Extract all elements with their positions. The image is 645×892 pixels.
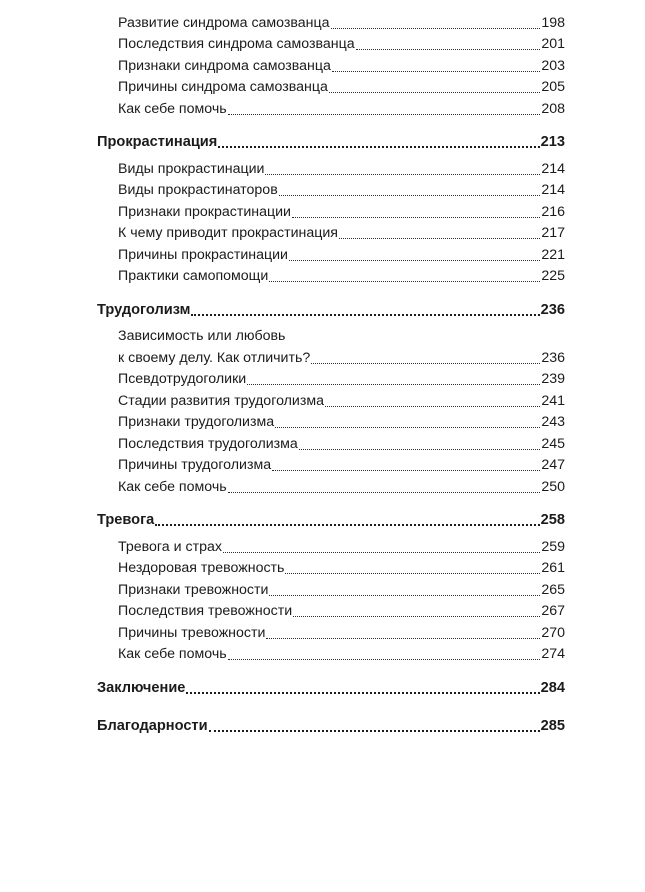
page-number: 250 — [541, 478, 565, 495]
page-number: 221 — [541, 246, 565, 263]
toc-chapter-acknowledgements[interactable] — [97, 714, 565, 736]
chapter-title: Благодарности — [97, 718, 208, 734]
page-number: 205 — [541, 79, 565, 95]
dot-leader — [275, 427, 540, 428]
dot-leader — [279, 195, 541, 196]
dot-leader — [331, 28, 541, 29]
page-number: 216 — [541, 203, 565, 220]
page-number: 259 — [541, 538, 565, 555]
toc-entry[interactable] — [97, 534, 565, 556]
entry-title: к своему делу. Как отличить? — [118, 349, 311, 366]
toc-entry[interactable] — [97, 345, 565, 367]
page-number: 236 — [540, 301, 565, 318]
chapter-title: Трудоголизм — [97, 301, 191, 318]
entry-title: Как себе помочь — [118, 478, 227, 495]
toc-entry[interactable] — [97, 53, 565, 75]
toc-entry[interactable] — [97, 32, 565, 54]
toc-entry[interactable] — [97, 577, 565, 599]
toc-entry[interactable] — [97, 75, 565, 97]
page-number: 267 — [541, 603, 565, 619]
page-number: 214 — [541, 160, 565, 177]
page-number: 243 — [541, 414, 565, 430]
toc-entry[interactable] — [97, 178, 565, 200]
dot-leader — [269, 281, 540, 282]
page-number: 258 — [540, 512, 565, 528]
dot-leader — [228, 114, 541, 115]
toc-entry[interactable] — [97, 221, 565, 243]
dot-leader — [186, 692, 539, 694]
toc-entry[interactable] — [97, 642, 565, 664]
page-number: 208 — [541, 100, 565, 117]
entry-title: К чему приводит прокрастинация — [118, 225, 338, 241]
table-of-contents — [97, 10, 565, 735]
page-number: 247 — [541, 457, 565, 473]
page-number: 203 — [541, 57, 565, 74]
toc-entry[interactable] — [97, 556, 565, 578]
toc-entry[interactable] — [97, 264, 565, 286]
page-number: 284 — [540, 679, 565, 696]
entry-title: Признаки прокрастинации — [118, 203, 291, 220]
chapter-title: Прокрастинация — [97, 134, 218, 150]
entry-title: Тревога и страх — [118, 538, 222, 555]
section-spacer — [97, 663, 565, 675]
entry-title: Развитие синдрома самозванца — [118, 14, 330, 31]
section-spacer — [97, 496, 565, 508]
page-number: 201 — [541, 36, 565, 52]
entry-title: Причины тревожности — [118, 624, 266, 641]
entry-title: Причины прокрастинации — [118, 246, 288, 263]
toc-entry[interactable] — [97, 367, 565, 389]
entry-title: Признаки синдрома самозванца — [118, 57, 331, 74]
toc-entry[interactable] — [97, 599, 565, 621]
entry-title: Последствия трудоголизма — [118, 435, 298, 452]
dot-leader — [223, 552, 540, 553]
page-number: 270 — [541, 624, 565, 641]
page-number: 225 — [541, 268, 565, 284]
page-number: 213 — [540, 134, 565, 150]
entry-title: Последствия тревожности — [118, 603, 293, 619]
chapter-title: Тревога — [97, 512, 155, 528]
entry-title: Причины трудоголизма — [118, 457, 272, 473]
entry-title: Виды прокрастинации — [118, 160, 265, 177]
page-number: 261 — [541, 560, 565, 576]
entry-title: Как себе помочь — [118, 100, 227, 117]
dot-leader — [293, 616, 540, 617]
dot-leader — [329, 92, 540, 93]
section-spacer — [97, 118, 565, 130]
page-number: 245 — [541, 435, 565, 452]
page-number: 198 — [541, 14, 565, 31]
dot-leader — [356, 49, 541, 50]
entry-title: Псевдотрудоголики — [118, 371, 247, 387]
entry-title: Практики самопомощи — [118, 268, 269, 284]
toc-chapter-anxiety[interactable] — [97, 508, 565, 530]
toc-entry[interactable] — [97, 474, 565, 496]
toc-entry[interactable] — [97, 10, 565, 32]
dot-leader — [247, 384, 540, 385]
entry-title: Причины синдрома самозванца — [118, 79, 328, 95]
dot-leader — [289, 260, 540, 261]
page-number: 239 — [541, 371, 565, 387]
entry-title: Последствия синдрома самозванца — [118, 36, 355, 52]
dot-leader — [332, 71, 540, 72]
toc-entry[interactable] — [97, 410, 565, 432]
toc-chapter-workaholism[interactable] — [97, 297, 565, 319]
toc-entry[interactable] — [97, 620, 565, 642]
toc-entry[interactable] — [97, 431, 565, 453]
dot-leader — [299, 449, 541, 450]
dot-leader — [325, 406, 540, 407]
page-number: 265 — [541, 581, 565, 598]
toc-entry[interactable] — [97, 96, 565, 118]
dot-leader — [191, 314, 539, 316]
dot-leader — [311, 363, 540, 364]
section-spacer — [97, 697, 565, 709]
entry-title-first-line: Зависимость или любовь — [118, 328, 286, 344]
dot-leader — [209, 730, 540, 732]
dot-leader — [155, 524, 539, 526]
entry-title: Признаки тревожности — [118, 581, 269, 598]
dot-leader — [285, 573, 540, 574]
entry-title: Нездоровая тревожность — [118, 560, 285, 576]
dot-leader — [228, 659, 541, 660]
page-number: 214 — [541, 182, 565, 198]
section-spacer — [97, 285, 565, 297]
toc-entry[interactable] — [97, 242, 565, 264]
entry-title: Как себе помочь — [118, 646, 227, 662]
dot-leader — [269, 595, 540, 596]
page-number: 241 — [541, 392, 565, 409]
toc-entry[interactable] — [97, 453, 565, 475]
page-number: 285 — [540, 718, 565, 734]
dot-leader — [272, 470, 540, 471]
page-number: 274 — [541, 646, 565, 662]
toc-entry[interactable] — [97, 388, 565, 410]
entry-title: Стадии развития трудоголизма — [118, 392, 324, 409]
toc-chapter-procrastination[interactable] — [97, 130, 565, 152]
dot-leader — [339, 238, 540, 239]
dot-leader — [218, 146, 539, 148]
chapter-title: Заключение — [97, 679, 186, 696]
dot-leader — [265, 174, 540, 175]
entry-title: Виды прокрастинаторов — [118, 182, 278, 198]
dot-leader — [266, 638, 540, 639]
toc-entry[interactable] — [97, 199, 565, 221]
page-number: 217 — [541, 225, 565, 241]
dot-leader — [228, 492, 541, 493]
toc-entry[interactable] — [97, 156, 565, 178]
toc-chapter-conclusion[interactable] — [97, 675, 565, 697]
page-number: 236 — [541, 349, 565, 366]
dot-leader — [292, 217, 540, 218]
entry-title: Признаки трудоголизма — [118, 414, 275, 430]
